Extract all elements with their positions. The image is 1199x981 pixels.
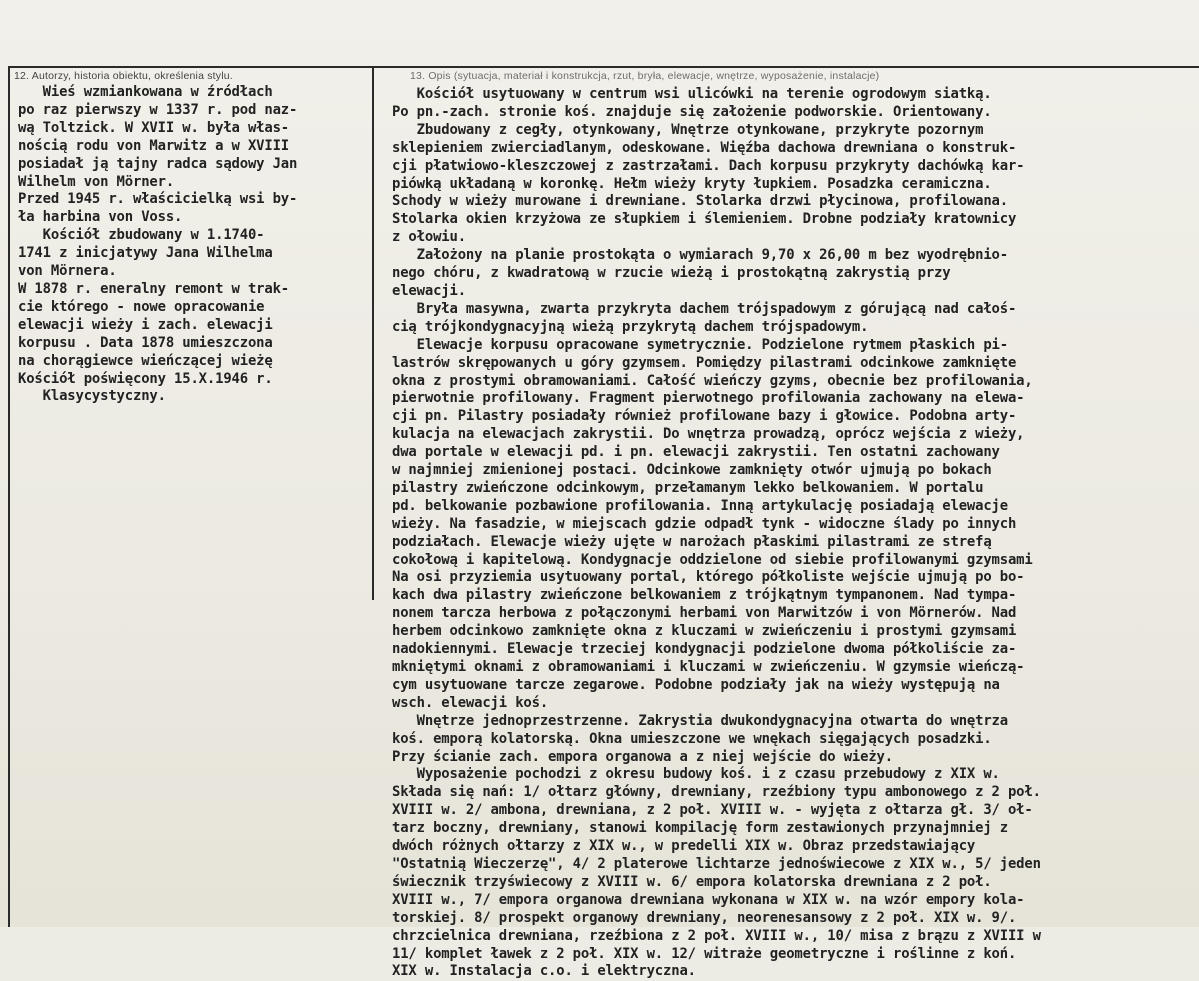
section-12-header: 12. Autorzy, historia obiektu, określenia stylu. bbox=[14, 70, 233, 82]
text-line: Wyposażenie pochodzi z okresu budowy koś. i z czasu przebudowy z XIX w. bbox=[392, 766, 1000, 783]
text-line: Kościół usytuowany w centrum wsi ulicówki na terenie ogrodowym siatką. bbox=[392, 86, 992, 102]
column-divider bbox=[372, 66, 374, 600]
text-line: Zbudowany z cegły, otynkowany, Wnętrze otynkowane, przykryte pozornym bbox=[392, 121, 984, 138]
text-line: okna z prostymi obramowaniami. Całość wieńczy gzyms, obecnie bez profilowania, bbox=[392, 372, 1033, 389]
text-line: cokołową i kapitelową. Kondygnacje oddzielone od siebie profilowanymi gzymsami bbox=[392, 551, 1033, 568]
left-rule bbox=[8, 66, 10, 927]
text-line: cji pn. Pilastry posiadały również profilowane bazy i głowice. Podobna arty- bbox=[392, 408, 1017, 425]
text-line: tarz boczny, drewniany, stanowi kompilację form zestawionych przynajmniej z bbox=[392, 820, 1008, 837]
text-line: sklepieniem zwierciadlanym, odeskowane. Więźba dachowa drewniana o konstruk- bbox=[392, 139, 1017, 156]
text-line: pierwotnie profilowany. Fragment pierwotnego profilowania zachowany na elewa- bbox=[392, 390, 1025, 407]
text-line: nego chóru, z kwadratową w rzucie wieżą i prostokątną zakrystią przy bbox=[392, 265, 951, 282]
text-line: Schody w wieży murowane i drewniane. Stolarka drzwi płycinowa, profilowana. bbox=[392, 193, 1008, 210]
text-line: wieży. Na fasadzie, w miejscach gdzie odpadł tynk - widoczne ślady po innych bbox=[392, 515, 1017, 532]
text-line: ła harbina von Voss. bbox=[18, 209, 183, 226]
text-line: dwa portale w elewacji pd. i pn. elewacji zakrystii. Ten ostatni zachowany bbox=[392, 444, 1000, 461]
text-line: Kościół zbudowany w 1.1740- bbox=[18, 227, 265, 244]
text-line: Założony na planie prostokąta o wymiarach 9,70 x 26,00 m bez wyodrębnio- bbox=[392, 247, 1008, 264]
text-line: W 1878 r. eneralny remont w trak- bbox=[18, 280, 290, 297]
text-line: Wieś wzmiankowana w źródłach bbox=[18, 84, 273, 100]
text-line: cie którego - nowe opracowanie bbox=[18, 298, 265, 315]
text-line: elewacji. bbox=[392, 282, 466, 299]
text-line: Składa się nań: 1/ ołtarz główny, drewniany, rzeźbiony typu ambonowego z 2 poł. bbox=[392, 784, 1041, 801]
text-line: pd. belkowanie pozbawione profilowania. Inną artykulację posiadają elewacje bbox=[392, 497, 1008, 514]
top-rule bbox=[8, 66, 1199, 68]
text-line: nością rodu von Marwitz a w XVIII bbox=[18, 137, 290, 154]
text-line: Elewacje korpusu opracowane symetrycznie. Podzielone rytmem płaskich pi- bbox=[392, 336, 1008, 353]
text-line: na chorągiewce wieńczącej wieżę bbox=[18, 352, 273, 369]
text-line: lastrów skrępowanych u góry gzymsem. Pomiędzy pilastrami odcinkowe zamknięte bbox=[392, 354, 1017, 371]
text-line: podziałach. Elewacje wieży ujęte w narożach płaskimi pilastrami ze strefą bbox=[392, 533, 992, 550]
text-line: wą Toltzick. W XVII w. była włas- bbox=[18, 119, 290, 136]
text-line: XIX w. Instalacja c.o. i elektryczna. bbox=[392, 963, 696, 980]
text-line: pilastry zwieńczone odcinkowym, przełamanym lekko belkowaniem. W portalu bbox=[392, 479, 984, 496]
text-line: Kościół poświęcony 15.X.1946 r. bbox=[18, 370, 273, 387]
text-line: cią trójkondygnacyjną wieżą przykrytą dachem trójspadowym. bbox=[392, 318, 869, 335]
text-line: posiadał ją tajny radca sądowy Jan bbox=[18, 155, 298, 172]
text-line: herbem odcinkowo zamknięte okna z kluczami w zwieńczeniu i prostymi gzymsami bbox=[392, 623, 1017, 640]
text-line: piówką układaną w koronkę. Hełm wieży kryty łupkiem. Posadzka ceramiczna. bbox=[392, 175, 992, 192]
text-line: Przed 1945 r. właścicielką wsi by- bbox=[18, 191, 298, 208]
text-line: "Ostatnią Wieczerzę", 4/ 2 platerowe lichtarze jednoświecowe z XIX w., 5/ jeden bbox=[392, 855, 1041, 872]
text-line: cym usytuowane tarcze zegarowe. Podobne podziały jak na wieży występują na bbox=[392, 676, 1000, 693]
text-line: Wilhelm von Mörner. bbox=[18, 173, 175, 190]
text-line: Na osi przyziemia usytuowany portal, którego półkoliste wejście ujmują po bo- bbox=[392, 569, 1025, 586]
text-line: kulacja na elewacjach zakrystii. Do wnętrza prowadzą, oprócz wejścia z wieży, bbox=[392, 426, 1025, 443]
text-line: po raz pierwszy w 1337 r. pod naz- bbox=[18, 101, 298, 118]
text-line: XVIII w., 7/ empora organowa drewniana wykonana w XIX w. na wzór empory kola- bbox=[392, 891, 1025, 908]
text-line: Wnętrze jednoprzestrzenne. Zakrystia dwukondygnacyjna otwarta do wnętrza bbox=[392, 712, 1008, 729]
text-line: nadokiennymi. Elewacje trzeciej kondygnacji podzielone dwoma półkoliście za- bbox=[392, 641, 1017, 658]
text-line: kach dwa pilastry zwieńczone belkowaniem z trójkątnym tympanonem. Nad tympa- bbox=[392, 587, 1017, 604]
text-line: XVIII w. 2/ ambona, drewniana, z 2 poł. XVIII w. - wyjęta z ołtarza gł. 3/ oł- bbox=[392, 802, 1033, 819]
section-13-header: 13. Opis (sytuacja, materiał i konstrukcja, rzut, bryła, elewacje, wnętrze, wyposażenie, instalacje) bbox=[410, 70, 880, 82]
text-line: mkniętymi oknami z obramowaniami i kluczami w zwieńczeniu. W gzymsie wieńczą- bbox=[392, 659, 1025, 675]
text-line: Przy ścianie zach. empora organowa a z niej wejście do wieży. bbox=[392, 748, 893, 765]
text-line: nonem tarcza herbowa z połączonymi herbami von Marwitzów i von Mörnerów. Nad bbox=[392, 605, 1017, 622]
text-line: dwóch różnych ołtarzy z XIX w., w predelli XIX w. Obraz przedstawiający bbox=[392, 838, 976, 855]
text-line: Klasycystyczny. bbox=[18, 388, 166, 405]
text-line: torskiej. 8/ prospekt organowy drewniany, neorenesansowy z 2 poł. XIX w. 9/. bbox=[392, 909, 1017, 926]
description-column bbox=[392, 86, 1198, 981]
text-line: 11/ komplet ławek z 2 poł. XIX w. 12/ witraże geometryczne i roślinne z koń. bbox=[392, 945, 1017, 962]
text-line: koś. emporą kolatorską. Okna umieszczone we wnękach sięgających posadzki. bbox=[392, 730, 992, 747]
text-line: Bryła masywna, zwarta przykryta dachem trójspadowym z górującą nad całoś- bbox=[392, 300, 1017, 317]
text-line: świecznik trzyświecowy z XVIII w. 6/ empora kolatorska drewniana z 2 poł. bbox=[392, 873, 992, 890]
text-line: Stolarka okien krzyżowa ze słupkiem i ślemieniem. Drobne podziały kratownicy bbox=[392, 211, 1017, 228]
text-line: 1741 z inicjatywy Jana Wilhelma bbox=[18, 245, 273, 262]
text-line: elewacji wieży i zach. elewacji bbox=[18, 316, 273, 333]
text-line: Po pn.-zach. stronie koś. znajduje się założenie podworskie. Orientowany. bbox=[392, 103, 992, 120]
text-line: cji płatwiowo-kleszczowej z zastrzałami. Dach korpusu przykryty dachówką kar- bbox=[392, 157, 1025, 174]
text-line: korpusu . Data 1878 umieszczona bbox=[18, 334, 273, 351]
history-column bbox=[18, 84, 363, 406]
text-line: z ołowiu. bbox=[392, 229, 466, 246]
text-line: wsch. elewacji koś. bbox=[392, 694, 549, 711]
text-line: w najmniej zmienionej postaci. Odcinkowe zamknięty otwór ujmują po bokach bbox=[392, 462, 992, 479]
text-line: chrzcielnica drewniana, rzeźbiona z 2 poł. XVIII w., 10/ misa z brązu z XVIII w bbox=[392, 927, 1041, 944]
text-line: von Mörnera. bbox=[18, 263, 117, 280]
